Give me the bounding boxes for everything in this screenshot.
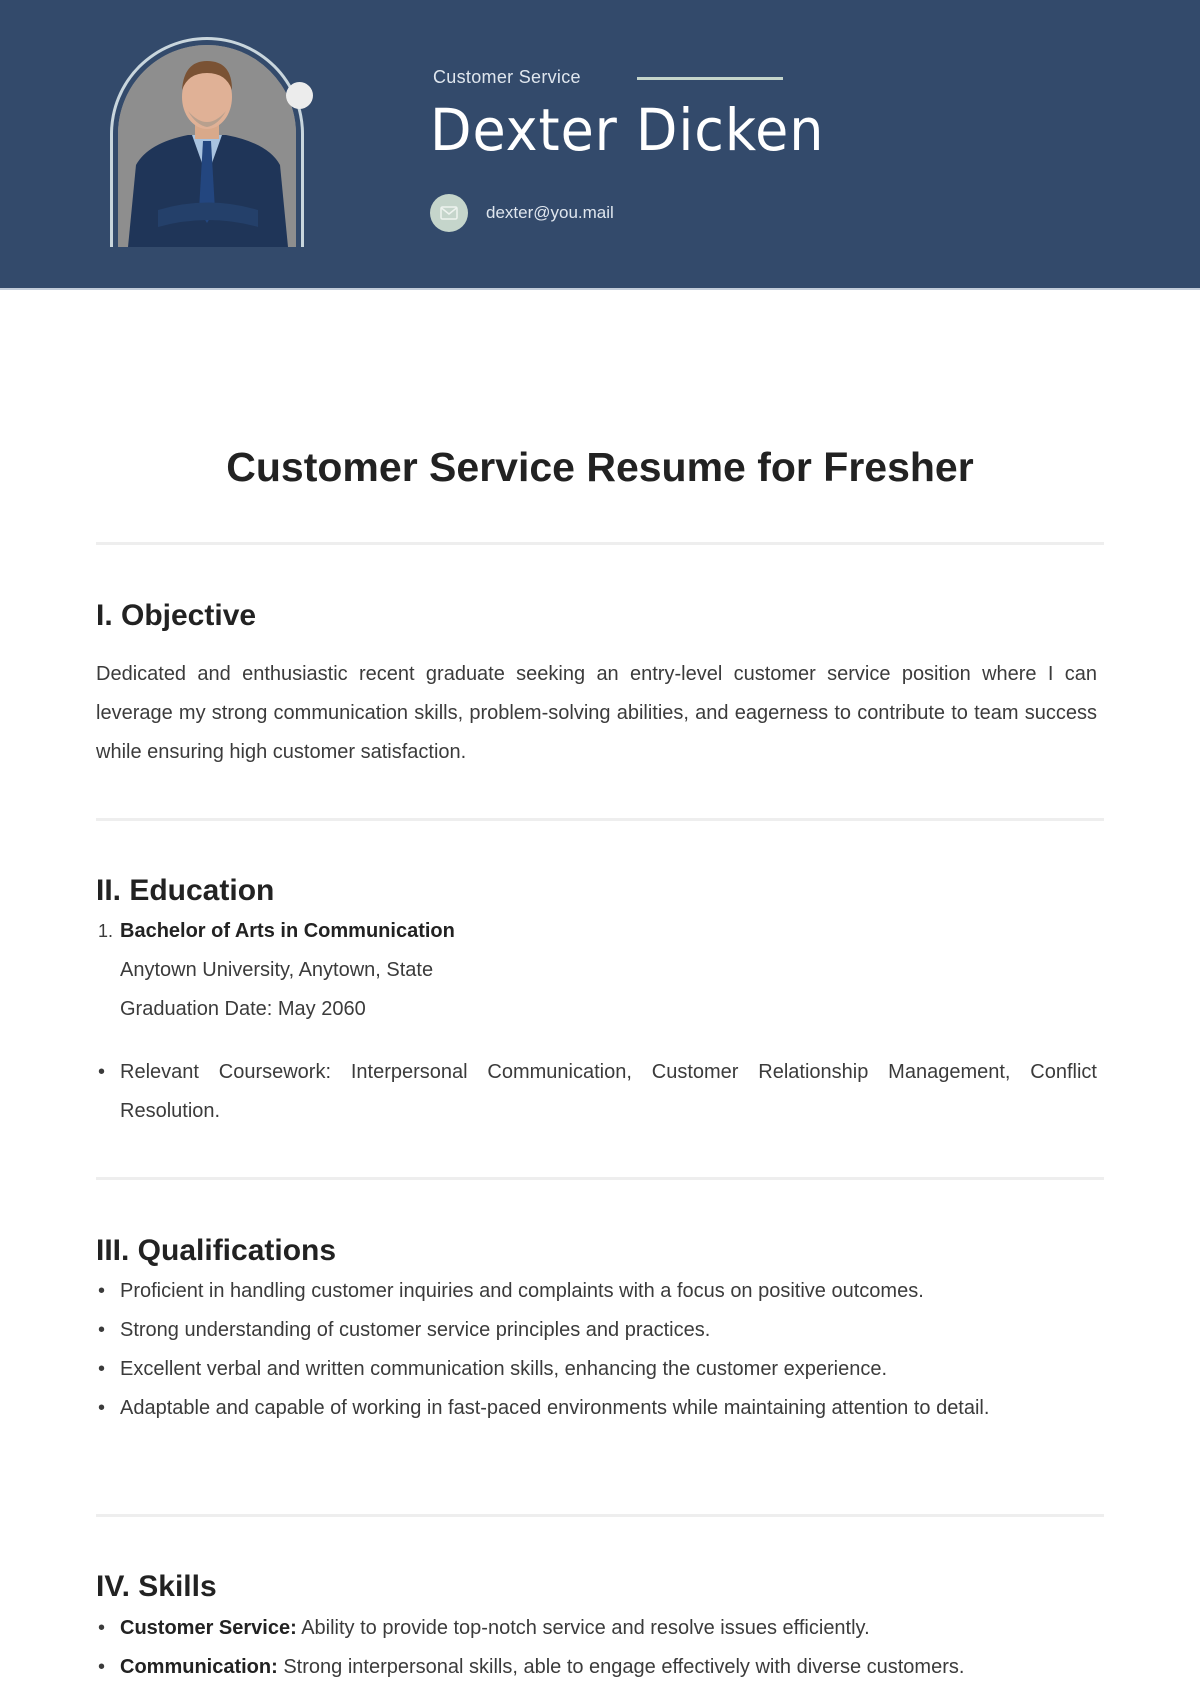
- education-heading: II. Education: [96, 874, 275, 907]
- list-item: • Communication: Strong interpersonal skills, able to engage effectively with diverse customers.: [96, 1648, 1097, 1687]
- education-item: [96, 912, 1097, 1029]
- candidate-name: Dexter Dicken: [430, 96, 825, 164]
- list-item: • Strong understanding of customer service principles and practices.: [96, 1311, 1097, 1350]
- graduation-date: Graduation Date: May 2060: [120, 998, 366, 1020]
- bullet-icon: [98, 1389, 105, 1428]
- skills-heading: IV. Skills: [96, 1570, 217, 1603]
- section-divider: [96, 818, 1104, 821]
- email-link[interactable]: dexter@you.mail: [486, 203, 614, 222]
- qualifications-heading: III. Qualifications: [96, 1234, 337, 1267]
- section-divider: [96, 1514, 1104, 1517]
- profile-photo: [118, 45, 296, 247]
- list-item: • Relevant Coursework: Interpersonal Communication, Customer Relationship Management, Conflict Resolution.: [96, 1053, 1097, 1131]
- objective-text: Dedicated and enthusiastic recent graduate seeking an entry-level customer service position where I can leverage my strong communication skills, problem-solving abilities, and eagerness to contribute to team success while ensuring high customer satisfaction.: [96, 663, 1097, 763]
- bullet-icon: [98, 1350, 105, 1389]
- document-title: Customer Service Resume for Fresher: [226, 444, 974, 490]
- degree: Bachelor of Arts in Communication: [120, 920, 455, 942]
- job-role: Customer Service: [433, 67, 581, 87]
- skill-label: Customer Service:: [120, 1617, 297, 1639]
- decorative-dot: [286, 82, 313, 109]
- bullet-icon: [98, 1311, 105, 1350]
- section-divider: [96, 542, 1104, 545]
- objective-heading: I. Objective: [96, 599, 257, 632]
- list-number: 1.: [98, 921, 114, 941]
- bullet-icon: [98, 1053, 105, 1092]
- list-item: • Proficient in handling customer inquiries and complaints with a focus on positive outcomes.: [96, 1272, 1097, 1311]
- school: Anytown University, Anytown, State: [120, 959, 434, 981]
- qualifications-list: [96, 1272, 1097, 1428]
- education-bullets: [96, 1053, 1097, 1131]
- envelope-icon: [430, 194, 468, 232]
- list-item: • Adaptable and capable of working in fast-paced environments while maintaining attention to detail.: [96, 1389, 1097, 1428]
- bullet-icon: [98, 1648, 105, 1687]
- decorative-line: [637, 77, 783, 80]
- list-item: • Excellent verbal and written communication skills, enhancing the customer experience.: [96, 1350, 1097, 1389]
- education-list: [96, 912, 1097, 1029]
- list-item: • Customer Service: Ability to provide top-notch service and resolve issues efficiently.: [96, 1609, 1097, 1648]
- skill-label: Communication:: [120, 1656, 278, 1678]
- bullet-icon: [98, 1609, 105, 1648]
- resume-header: [0, 0, 1200, 290]
- bullet-icon: [98, 1272, 105, 1311]
- skills-list: [96, 1609, 1097, 1687]
- section-divider: [96, 1177, 1104, 1180]
